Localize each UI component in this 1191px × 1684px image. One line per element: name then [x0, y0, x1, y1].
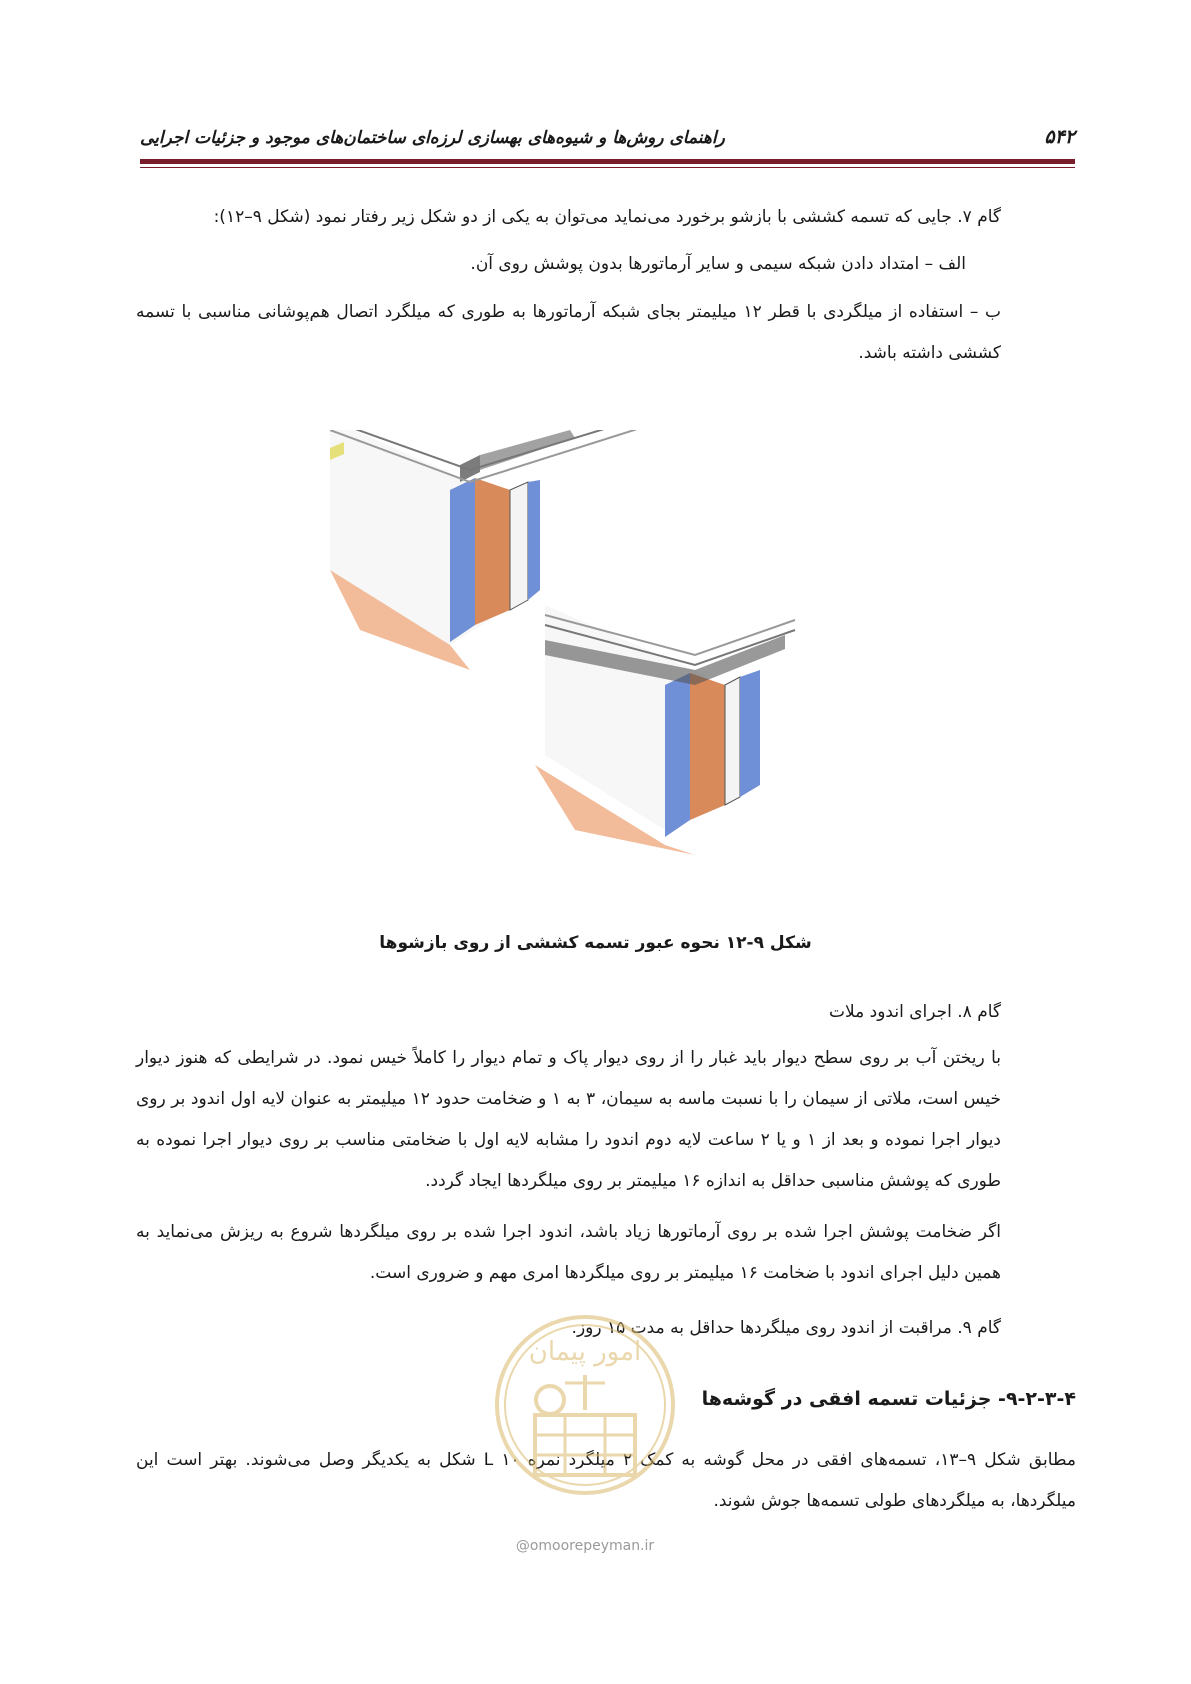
section-paragraph: مطابق شکل ۹–۱۳، تسمه‌های افقی در محل گوشه به کمک ۲ میلگرد نمره ۱۰ L شکل به یکدیگر وصل می‌شوند. بهتر است این میلگردها، به میلگردهای طولی تسمه‌ها جوش شوند. — [136, 1450, 1076, 1511]
wall-corner-lower — [535, 605, 800, 855]
running-header-title: راهنمای روش‌ها و شیوه‌های بهسازی لرزه‌ای ساختمان‌های موجود و جزئیات اجرایی — [140, 128, 725, 148]
step7-option-b: ب – استفاده از میلگردی با قطر ۱۲ میلیمتر بجای شبکه آرماتورها به طوری که میلگرد اتصال هم‌پوشانی مناسبی با تسمه کششی داشته باشد. — [136, 302, 1001, 363]
watermark-url: @omoorepeyman.ir — [515, 1538, 655, 1554]
step9-title: گام ۹. مراقبت از اندود روی میلگردها حداقل به مدت ۱۵ روز. — [571, 1318, 1001, 1338]
page-number: ۵۴۲ — [1044, 126, 1075, 148]
header-rule-thick — [140, 159, 1075, 164]
strap-over-openings-figure — [330, 430, 800, 870]
step7-option-a: الف – امتداد دادن شبکه سیمی و سایر آرماتورها بدون پوشش روی آن. — [470, 254, 966, 274]
section-heading: ۹-۲-۳-۴- جزئیات تسمه افقی در گوشه‌ها — [701, 1388, 1076, 1410]
header-rule-thin — [140, 167, 1075, 168]
watermark-text: امور پیمان — [528, 1337, 642, 1367]
step8-paragraph-1: با ریختن آب بر روی سطح دیوار باید غبار را از روی دیوار پاک و تمام دیوار را کاملاً خیس نمود. در شرایطی که هنوز دیوار خیس است، ملاتی از سیمان را با نسبت ماسه به سیمان، ۳ به ۱ و ضخامت حدود ۱۲ میلیمتر به عنوان لایه اول اندود بر روی دیوار اجرا نموده و بعد از ۱ و یا ۲ ساعت لایه دوم اندود را مشابه لایه اول با ضخامتی مناسب بر روی دیوار اجرا نموده به طوری که پوشش مناسبی حداقل به اندازه ۱۶ میلیمتر بر روی میلگردها ایجاد گردد. — [136, 1048, 1001, 1191]
step7-intro: گام ۷. جایی که تسمه کششی با بازشو برخورد می‌نماید می‌توان به یکی از دو شکل زیر رفتار نمود (شکل ۹–۱۲): — [213, 207, 1001, 227]
step8-title: گام ۸. اجرای اندود ملات — [828, 1002, 1001, 1022]
figure-caption: شکل ۹-۱۲ نحوه عبور تسمه کششی از روی بازشوها — [379, 933, 812, 953]
step8-paragraph-2: اگر ضخامت پوشش اجرا شده بر روی آرماتورها زیاد باشد، اندود اجرا شده بر روی میلگردها شروع به ریزش می‌نماید به همین دلیل اجرای اندود با ضخامت ۱۶ میلیمتر بر روی میلگردها امری مهم و ضروری است. — [136, 1222, 1001, 1283]
watermark-logo — [490, 1305, 680, 1505]
